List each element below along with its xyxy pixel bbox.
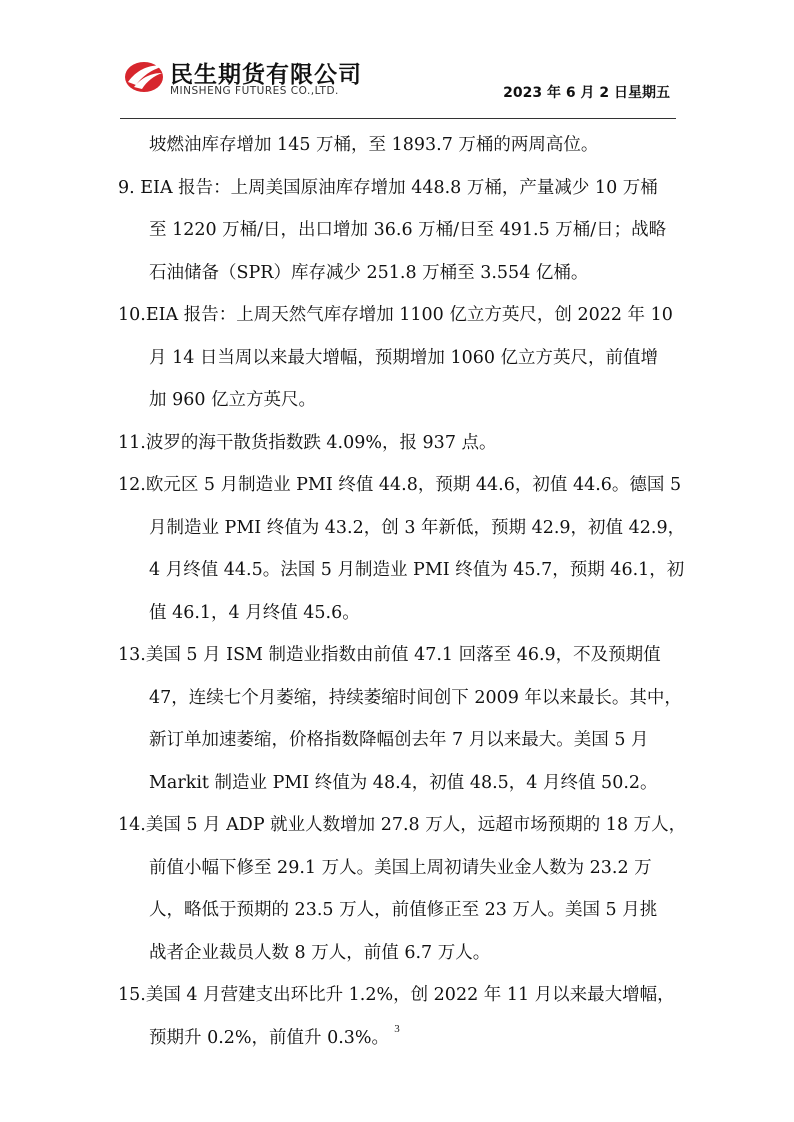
page-header [120,52,676,118]
page-number: 3 [394,1023,400,1035]
text-line: 10.EIA 报告：上周天然气库存增加 1100 亿立方英尺，创 2022 年 10 [118,305,673,325]
text-line: 月 14 日当周以来最大增幅，预期增加 1060 亿立方英尺，前值增 [149,347,659,368]
text-line: 11.波罗的海干散货指数跌 4.09%，报 937 点。 [118,432,497,453]
minsheng-logo-icon [124,58,166,94]
text-line: 12.欧元区 5 月制造业 PMI 终值 44.8，预期 44.6，初值 44.6。德国 5 [118,475,682,495]
company-name-en: MINSHENG FUTURES CO.,LTD. [170,85,339,97]
text-line: 至 1220 万桶/日，出口增加 36.6 万桶/日至 491.5 万桶/日；战略 [149,220,667,240]
company-logo [124,54,364,102]
company-name-cn: 民生期货有限公司 [170,62,362,88]
header-divider [120,118,676,119]
text-line: 新订单加速萎缩，价格指数降幅创去年 7 月以来最大。美国 5 月 [149,730,649,750]
text-line: 预期升 0.2%，前值升 0.3%。 [149,1027,390,1048]
text-line: 坡燃油库存增加 145 万桶，至 1893.7 万桶的两周高位。 [149,135,599,155]
text-line: 4 月终值 44.5。法国 5 月制造业 PMI 终值为 45.7，预期 46.1，初 [149,560,685,580]
text-line: Markit 制造业 PMI 终值为 48.4，初值 48.5，4 月终值 50.2。 [149,772,658,793]
text-line: 47，连续七个月萎缩，持续萎缩时间创下 2009 年以来最长。其中， [149,687,682,708]
text-line: 石油储备（SPR）库存减少 251.8 万桶至 3.554 亿桶。 [149,262,589,283]
text-line: 14.美国 5 月 ADP 就业人数增加 27.8 万人，远超市场预期的 18 万人， [118,815,687,835]
text-line: 人，略低于预期的 23.5 万人，前值修正至 23 万人。美国 5 月挑 [149,900,658,920]
page-body [118,124,687,1059]
text-line: 9. EIA 报告：上周美国原油库存增加 448.8 万桶，产量减少 10 万桶 [118,177,658,198]
text-line: 13.美国 5 月 ISM 制造业指数由前值 47.1 回落至 46.9，不及预期值 [118,645,661,665]
report-date: 2023 年 6 月 2 日星期五 [503,85,670,101]
text-line: 加 960 亿立方英尺。 [149,390,317,410]
text-line: 值 46.1，4 月终值 45.6。 [149,602,360,623]
text-line: 月制造业 PMI 终值为 43.2，创 3 年新低，预期 42.9，初值 42.9， [149,517,686,538]
text-line: 战者企业裁员人数 8 万人，前值 6.7 万人。 [149,942,491,963]
text-line: 15.美国 4 月营建支出环比升 1.2%，创 2022 年 11 月以来最大增幅， [118,985,675,1005]
text-line: 前值小幅下修至 29.1 万人。美国上周初请失业金人数为 23.2 万 [149,857,652,878]
